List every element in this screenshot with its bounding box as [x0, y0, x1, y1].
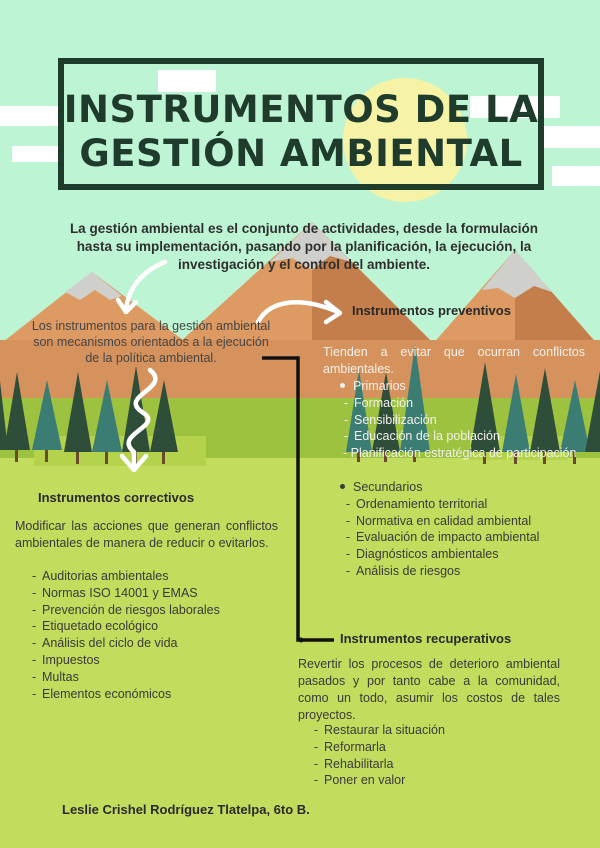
correctivos-list — [32, 568, 282, 702]
list-item: Primarios — [332, 378, 600, 395]
recuperativos-list — [314, 722, 554, 789]
correctivos-description: Modificar las acciones que generan conflictos ambientales de manera de reducir o evitarlos. — [15, 519, 278, 550]
recuperativos-heading: Instrumentos recuperativos — [340, 631, 512, 646]
title-line-2: GESTIÓN AMBIENTAL — [79, 132, 523, 175]
list-item: - Restaurar la situación — [314, 723, 445, 737]
intro-text: La gestión ambiental es el conjunto de actividades, desde la formulación hasta su implementación, pasando por la planificación, la ejecución, la investigación y el control del ambiente. — [69, 221, 539, 272]
list-item: - Etiquetado ecológico — [32, 619, 159, 634]
list-item: - Formación — [344, 395, 414, 410]
preventivos-primarios-list — [332, 378, 600, 445]
list-item: - Impuestos — [32, 652, 100, 667]
list-item: - Normas ISO 14001 y EMAS — [32, 585, 198, 600]
list-item: - Normativa en calidad ambiental — [346, 513, 532, 528]
preventivos-secundarios-list — [332, 479, 600, 580]
list-item: - Elementos económicos — [32, 686, 172, 701]
lead-text: Los instrumentos para la gestión ambiental son mecanismos orientados a la ejecución de la política ambiental. — [31, 319, 271, 365]
list-item: - Análisis del ciclo de vida — [32, 636, 178, 651]
bullet-icon — [340, 383, 345, 388]
list-item: - Evaluación de impacto ambiental — [346, 530, 540, 545]
author-credit: Leslie Crishel Rodríguez Tlatelpa, 6to B. — [62, 802, 310, 817]
list-item: - Planificación estratégica de participación — [343, 446, 577, 460]
list-item: - Diagnósticos ambientales — [346, 547, 499, 562]
correctivos-heading: Instrumentos correctivos — [38, 490, 195, 505]
list-item: - Ordenamiento territorial — [346, 496, 488, 511]
page-title — [58, 88, 544, 176]
list-item: - Prevención de riesgos laborales — [32, 602, 220, 617]
recuperativos-description: Revertir los procesos de deterioro ambiental pasados y por tanto cabe a la comunidad, como un todo, asumir los costos de tales proyectos. — [298, 657, 560, 722]
list-item: - Sensibilización — [344, 412, 437, 427]
list-item: - Poner en valor — [314, 773, 406, 788]
list-item: - Rehabilitarla — [314, 756, 394, 771]
title-line-1: INSTRUMENTOS DE LA — [63, 88, 539, 131]
bullet-icon — [340, 484, 345, 489]
preventivos-description: Tienden a evitar que ocurran conflictos ambientales. — [323, 345, 585, 376]
list-item: - Análisis de riesgos — [346, 563, 461, 578]
list-item: - Reformarla — [314, 739, 386, 754]
preventivos-heading: Instrumentos preventivos — [352, 303, 511, 318]
list-item: Secundarios — [332, 479, 600, 496]
list-item: - Educación de la población — [344, 429, 500, 444]
list-item: - Auditorias ambientales — [32, 569, 169, 583]
connector-dot — [299, 638, 304, 643]
list-item: - Multas — [32, 669, 79, 684]
